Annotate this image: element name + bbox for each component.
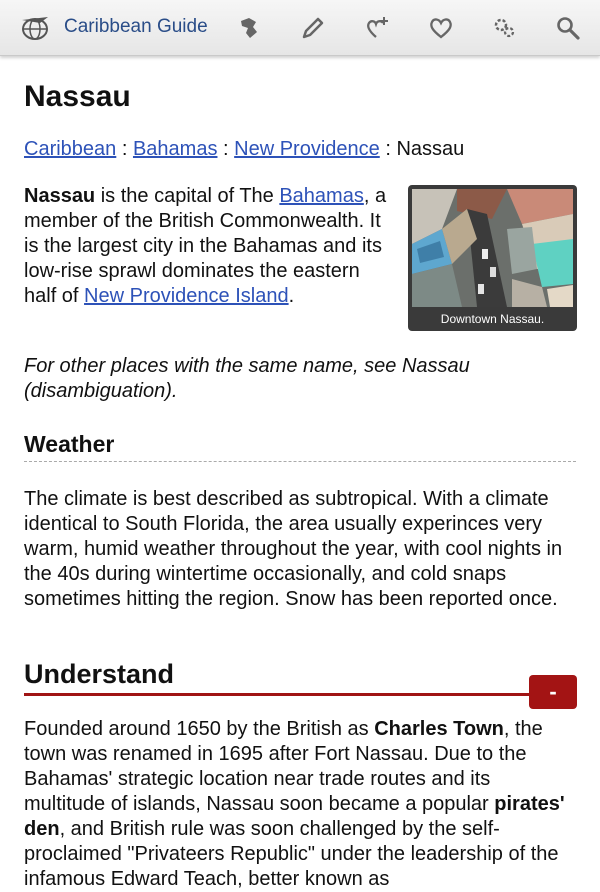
breadcrumb-separator: :: [379, 138, 397, 160]
app-title: Caribbean Guide: [64, 16, 208, 37]
breadcrumb-link-caribbean[interactable]: Caribbean: [24, 138, 117, 160]
settings-gears-icon[interactable]: [490, 12, 520, 44]
favorite-add-icon[interactable]: [362, 12, 392, 44]
section-divider: [24, 461, 576, 462]
breadcrumb-separator: :: [116, 138, 133, 160]
section-divider-red: [24, 693, 576, 696]
disambiguation-note: For other places with the same name, see Nassau (disambiguation).: [24, 355, 470, 402]
breadcrumb-current: Nassau: [396, 138, 465, 160]
intro-bold-name: Nassau: [24, 185, 96, 207]
understand-bold-pirates-den: pirates' den: [24, 793, 565, 840]
breadcrumb-separator: :: [217, 138, 235, 160]
figure-caption: Downtown Nassau.: [440, 312, 545, 326]
intro-text-2: , a member of the British Commonwealth. It is the largest city in the Bahamas and its low-rise sprawl dominates the eastern half of: [24, 185, 387, 307]
downtown-nassau-photo: [412, 189, 573, 307]
intro-paragraph: [24, 184, 394, 309]
action-bar: [0, 0, 600, 56]
section-heading-understand: Understand: [24, 659, 175, 689]
link-bahamas[interactable]: Bahamas: [279, 185, 364, 207]
understand-text-1: Founded around 1650 by the British as: [24, 718, 375, 740]
intro-text-3: .: [288, 285, 295, 307]
pencil-icon[interactable]: [298, 12, 328, 44]
understand-paragraph: [24, 717, 576, 892]
intro-text-1: is the capital of The: [95, 185, 280, 207]
link-new-providence-island[interactable]: New Providence Island: [84, 285, 289, 307]
globe-plane-icon[interactable]: [18, 12, 52, 44]
understand-text-2: , the town was renamed in 1695 after Fort Nassau. Due to the Bahamas' strategic location near trade routes and its multitude of islands, Nassau soon became a popular: [24, 718, 543, 815]
collapse-section-button[interactable]: -: [529, 675, 577, 709]
breadcrumb-link-bahamas[interactable]: Bahamas: [132, 138, 218, 160]
breadcrumb: [24, 138, 464, 161]
weather-paragraph: The climate is best described as subtropical. With a climate identical to South Florida, the area usually experinces very warm, humid weather throughout the year, with cool nights in the 40s during wintertime occasionally, and cold snaps sometimes hitting the region. Snow has been reported once.: [24, 488, 563, 610]
section-heading-weather: Weather: [24, 431, 115, 457]
page-title: Nassau: [24, 80, 131, 113]
breadcrumb-link-new-providence[interactable]: New Providence: [234, 138, 380, 160]
understand-bold-charles-town: Charles Town: [374, 718, 504, 740]
search-icon[interactable]: [553, 12, 583, 44]
thumbnail-figure[interactable]: [408, 185, 577, 331]
heart-icon[interactable]: [426, 12, 456, 44]
understand-text-3: , and British rule was soon challenged by the self-proclaimed "Privateers Republic" under the leadership of the infamous Edward Teach, better known as: [24, 818, 559, 890]
map-region-icon[interactable]: [234, 12, 264, 44]
